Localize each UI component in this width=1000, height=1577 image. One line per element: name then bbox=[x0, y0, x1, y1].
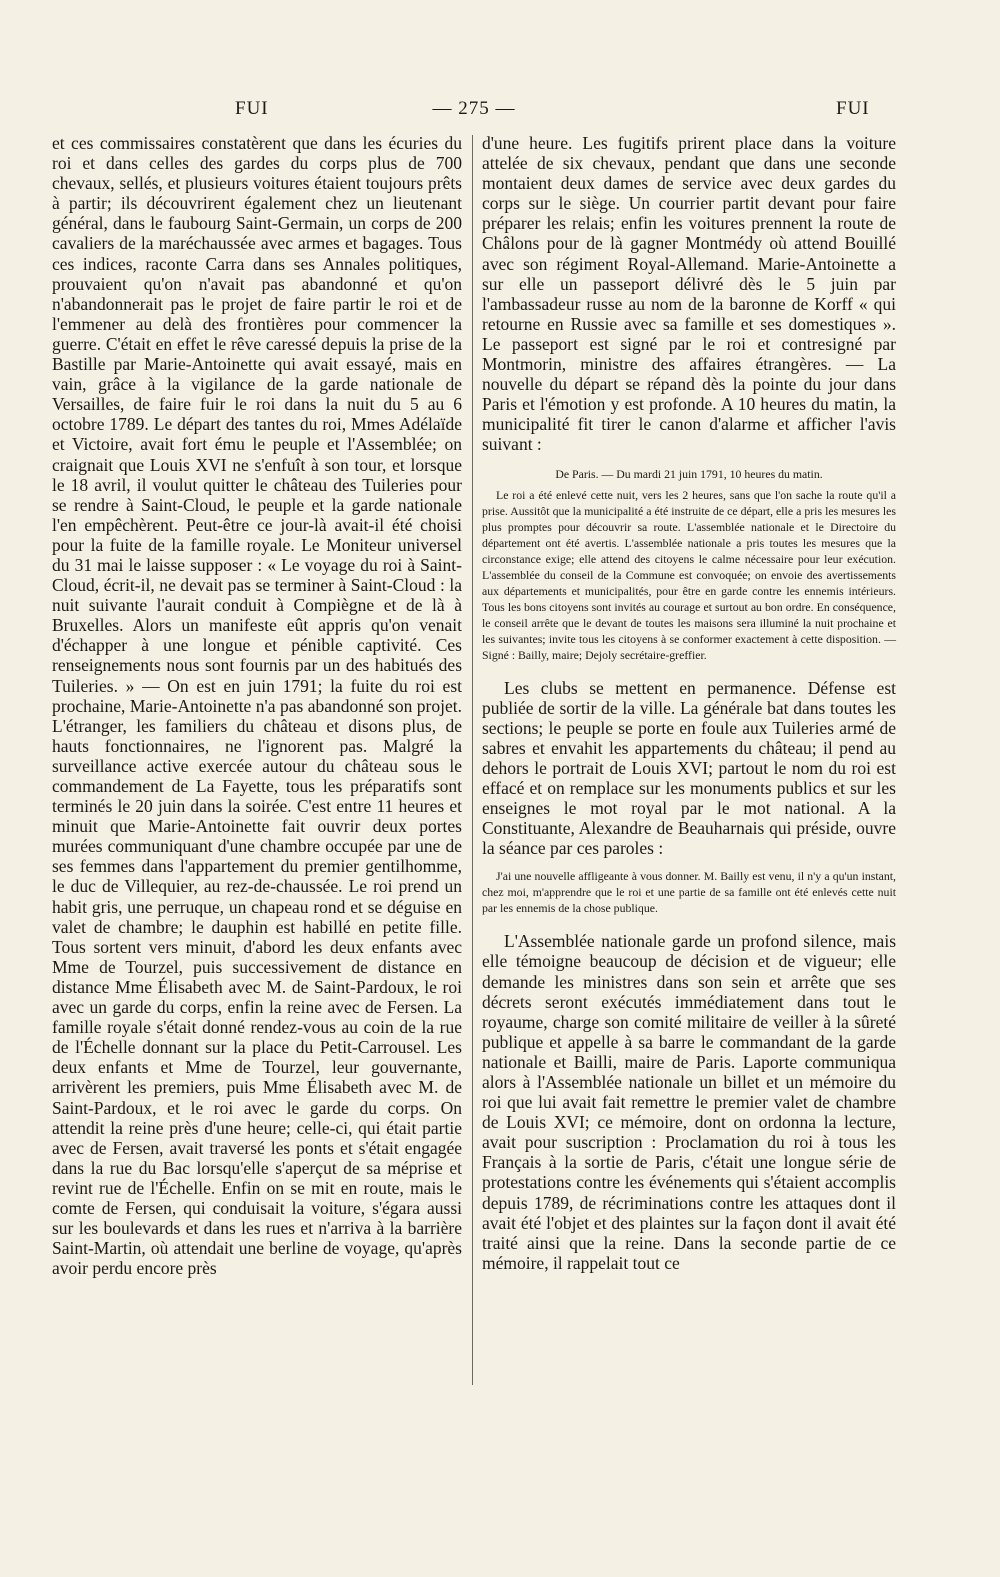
page-number: — 275 — bbox=[432, 98, 516, 119]
header-left-title: FUI bbox=[235, 98, 269, 119]
paragraph-clubs: Les clubs se mettent en permanence. Défense est publiée de sortir de la ville. La générale bat dans toutes les sections; le peuple se porte en foule aux Tuileries armé de sabres et envahit les appartements du château; il pend au dehors le portrait de Louis XVI; partout le nom du roi est effacé et on remplace sur les monuments publics et sur les enseignes le mot royal par le mot national. A la Constituante, Alexandre de Beauharnais qui préside, ouvre la séance par ces paroles : bbox=[482, 677, 896, 859]
municipal-notice bbox=[482, 466, 896, 663]
running-header bbox=[52, 98, 896, 128]
column-divider bbox=[472, 135, 473, 1385]
left-column bbox=[52, 133, 462, 1278]
paragraph-assembly: L'Assemblée nationale garde un profond silence, mais elle témoigne beaucoup de décision et de vigueur; elle demande les ministres dans son sein et arrête que ses décrets seront exécutés immédiatement dans tout le royaume, charge son comité militaire de veiller à la sûreté publique et appelle à sa barre le commandant de la garde nationale et Bailli, maire de Paris. Laporte communiqua alors à l'Assemblée nationale un billet et un mémoire du roi que lui avait fait remettre le premier valet de chambre de Louis XVI; ce mémoire, dont on ordonna la lecture, avait pour suscription : Proclamation du roi à tous les Français à la sortie de Paris, c'était une longue série de protestations contre les événements qui s'étaient accomplis depuis 1789, de récriminations contre les attaques dont il avait été l'objet et des plaintes sur la façon dont il avait été traité ainsi que la reine. Dans la seconde partie de ce mémoire, il rappelait tout ce bbox=[482, 931, 896, 1273]
header-right-title: FUI bbox=[836, 98, 870, 119]
notice-dateline: De Paris. — Du mardi 21 juin 1791, 10 heures du matin. bbox=[555, 466, 823, 481]
beauharnais-speech bbox=[482, 868, 896, 916]
paragraph-departure: d'une heure. Les fugitifs prirent place dans la voiture attelée de six chevaux, pendant que dans une seconde montaient deux dames de service avec deux gardes du corps sur le siège. Un courrier partit devant pour faire préparer les relais; enfin les voitures prennent la route de Châlons pour de là gagner Montmédy où attend Bouillé avec son régiment Royal-Allemand. Marie-Antoinette a sur elle un passeport délivré dès le 5 juin par l'ambassadeur russe au nom de la baronne de Korff « qui retourne en Russie avec sa famille et ses domestiques ». Le passeport est signé par le roi et contresigné par Montmorin, ministre des affaires étrangères. — La nouvelle du départ se répand dès la pointe du jour dans Paris et l'émotion y est profonde. A 10 heures du matin, la municipalité fit tirer le canon d'alarme et afficher l'avis suivant : bbox=[482, 133, 896, 455]
right-column bbox=[482, 133, 896, 1273]
notice-body: Le roi a été enlevé cette nuit, vers les 2 heures, sans que l'on sache la route qu'il a prise. Aussitôt que la municipalité a été instruite de ce départ, elle a pris les mesures les plus promptes pour découvrir sa route. L'assemblée nationale et le Directoire du département ont été avertis. L'assemblée nationale a pris toutes les mesures que la circonstance exige; elle attend des citoyens le calme nécessaire pour leur exécution. L'assemblée du conseil de la Commune est convoquée; on envoie des avertissements aux départements et municipalités, pour être en garde contre les ennemis intérieurs. Tous les bons citoyens sont invités au courage et surtout au bon ordre. En conséquence, le conseil arrête que le devant de toutes les maisons sera illuminé la nuit prochaine et les suivantes; invite tous les citoyens à se conformer exactement à cette disposition. — Signé : Bailly, maire; Dejoly secrétaire-greffier. bbox=[482, 487, 896, 662]
speech-text: J'ai une nouvelle affligeante à vous donner. M. Bailly est venu, il n'y a qu'un instant, chez moi, m'apprendre que le roi et une partie de sa famille ont été enlevés cette nuit par les ennemis de la chose publique. bbox=[482, 869, 896, 916]
left-column-text: et ces commissaires constatèrent que dans les écuries du roi et dans celles des gardes du corps plus de 700 chevaux, sellés, et plusieurs voitures étaient toujours prêts à partir; ils découvrirent également chez un lieutenant général, dans le faubourg Saint-Germain, un corps de 200 cavaliers de la maréchaussée avec armes et bagages. Tous ces indices, raconte Carra dans ses Annales politiques, prouvaient qu'on n'avait pas abandonné et qu'on n'abandonnerait pas le projet de faire partir le roi et de l'emmener au delà des frontières pour commencer la guerre. C'était en effet le rêve caressé depuis la prise de la Bastille par Marie-Antoinette qui avait essayé, mais en vain, grâce à la vigilance de la garde nationale de Versailles, de faire fuir le roi dans la nuit du 5 au 6 octobre 1789. Le départ des tantes du roi, Mmes Adélaïde et Victoire, avait fort ému le peuple et l'Assemblée; on craignait que Louis XVI ne s'enfuît à son tour, et lorsque le 18 avril, il voulut quitter le château des Tuileries pour se rendre à Saint-Cloud, le peuple et la garde nationale l'en empêchèrent. Peut-être ce jour-là avait-il été choisi pour la fuite de la famille royale. Le Moniteur universel du 31 mai le laisse supposer : « Le voyage du roi à Saint-Cloud, écrit-il, ne devait pas se terminer à Saint-Cloud : la nuit suivante l'aurait conduit à Compiègne et de là à Bruxelles. Alors un manifeste eût appris qu'on venait d'échapper à une longue et pénible captivité. Ces renseignements nous sont fournis par un des habitués des Tuileries. » — On est en juin 1791; la fuite du roi est prochaine, Marie-Antoinette n'a pas abandonné son projet. L'étranger, les familiers du château et disons plus, de hauts fonctionnaires, ne l'ignorent pas. Malgré la surveillance active exercée autour du château sous le commandement de La Fayette, tous les préparatifs sont terminés le 20 juin dans la soirée. C'est entre 11 heures et minuit que Marie-Antoinette fait ouvrir deux portes murées communiquant d'une chambre occupée par une de ses femmes dans l'appartement du premier gentilhomme, le duc de Villequier, au rez-de-chaussée. Le roi prend un habit gris, une perruque, un chapeau rond et se déguise en valet de chambre; le dauphin est habillé en petite fille. Tous sortent vers minuit, d'abord les deux enfants avec Mme de Tourzel, puis successivement de distance en distance Mme Élisabeth avec M. de Saint-Pardoux, le roi avec un garde du corps, enfin la reine avec de Fersen. La famille royale s'était donné rendez-vous au coin de la rue de l'Échelle donnant sur la place du Petit-Carrousel. Les deux enfants et Mme de Tourzel, leur gouvernante, arrivèrent les premiers, puis Mme Élisabeth avec M. de Saint-Pardoux, et le roi avec le garde du corps. On attendit la reine près d'une heure; celle-ci, qui était partie avec de Fersen, avait traversé les ponts et s'était engagée dans la rue du Bac lorsqu'elle s'aperçut de sa méprise et revint rue de l'Échelle. Enfin on se mit en route, mais le comte de Fersen, qui conduisait la voiture, s'égara aussi sur les boulevards et dans les rues et n'arriva à la barrière Saint-Martin, où attendait une berline de voyage, qu'après avoir perdu encore près bbox=[52, 133, 462, 1279]
